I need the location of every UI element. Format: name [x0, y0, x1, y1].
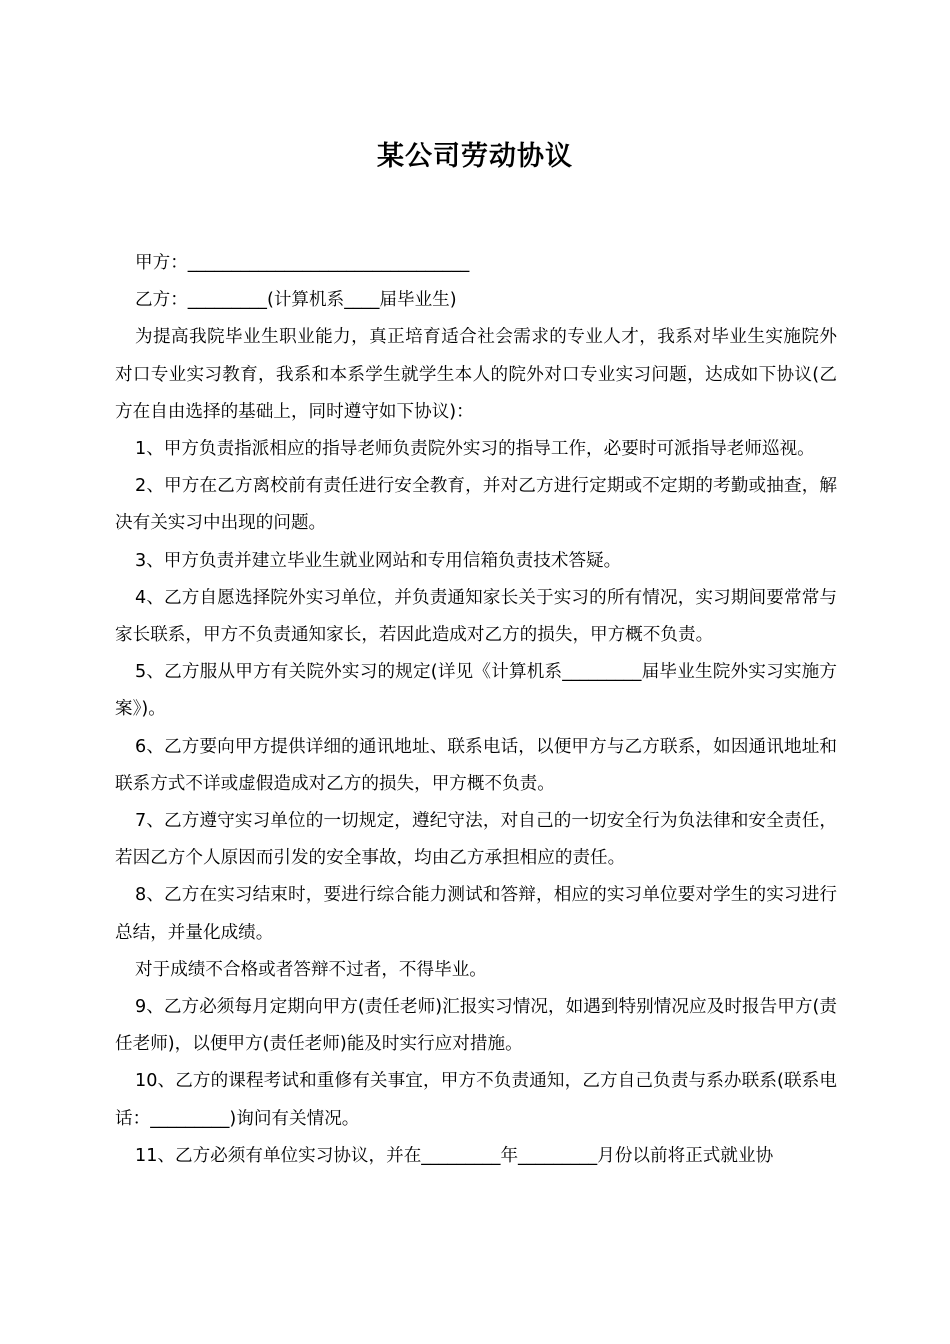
- clause-1: 1、甲方负责指派相应的指导老师负责院外实习的指导工作，必要时可派指导老师巡视。: [135, 439, 815, 460]
- paragraph-party-a: 甲方：________________________________: [135, 253, 470, 273]
- paragraph-preamble: 为提高我院毕业生职业能力，真正培育适合社会需求的专业人才，我系对毕业生实施院外对口专业实习教育，我系和本系学生就学生本人的院外对口专业实习问题，达成如下协议(乙方在自由选择的基础上，同时遵守如下协议)：: [115, 327, 837, 422]
- clause-11: 11、乙方必须有单位实习协议，并在_________年_________月份以前将正式就业协: [135, 1145, 774, 1166]
- clause-3: 3、甲方负责并建立毕业生就业网站和专用信箱负责技术答疑。: [135, 550, 622, 571]
- clause-7: 7、乙方遵守实习单位的一切规定，遵纪守法，对自己的一切安全行为负法律和安全责任，若因乙方个人原因而引发的安全事故，均由乙方承担相应的责任。: [115, 811, 837, 869]
- clause-5: 5、乙方服从甲方有关院外实习的规定(详见《计算机系_________届毕业生院外实习实施方案》)。: [115, 662, 837, 720]
- document-body: [115, 245, 837, 1175]
- clause-8: 8、乙方在实习结束时，要进行综合能力测试和答辩，相应的实习单位要对学生的实习进行总结，并量化成绩。: [115, 885, 837, 943]
- document-title: 某公司劳动协议: [377, 141, 573, 172]
- clause-4: 4、乙方自愿选择院外实习单位，并负责通知家长关于实习的所有情况，实习期间要常常与家长联系，甲方不负责通知家长，若因此造成对乙方的损失，甲方概不负责。: [115, 587, 837, 646]
- paragraph-party-b: 乙方：_________(计算机系____届毕业生): [135, 290, 457, 311]
- clause-8-note: 对于成绩不合格或者答辩不过者，不得毕业。: [135, 959, 487, 980]
- clause-9: 9、乙方必须每月定期向甲方(责任老师)汇报实习情况，如遇到特别情况应及时报告甲方(责任老师)，以便甲方(责任老师)能及时实行应对措施。: [115, 997, 837, 1055]
- clause-6: 6、乙方要向甲方提供详细的通讯地址、联系电话，以便甲方与乙方联系，如因通讯地址和联系方式不详或虚假造成对乙方的损失，甲方概不负责。: [115, 736, 837, 794]
- clause-2: 2、甲方在乙方离校前有责任进行安全教育，并对乙方进行定期或不定期的考勤或抽查，解决有关实习中出现的问题。: [115, 476, 837, 534]
- clause-10: 10、乙方的课程考试和重修有关事宜，甲方不负责通知，乙方自己负责与系办联系(联系电话：_________)询问有关情况。: [115, 1071, 837, 1129]
